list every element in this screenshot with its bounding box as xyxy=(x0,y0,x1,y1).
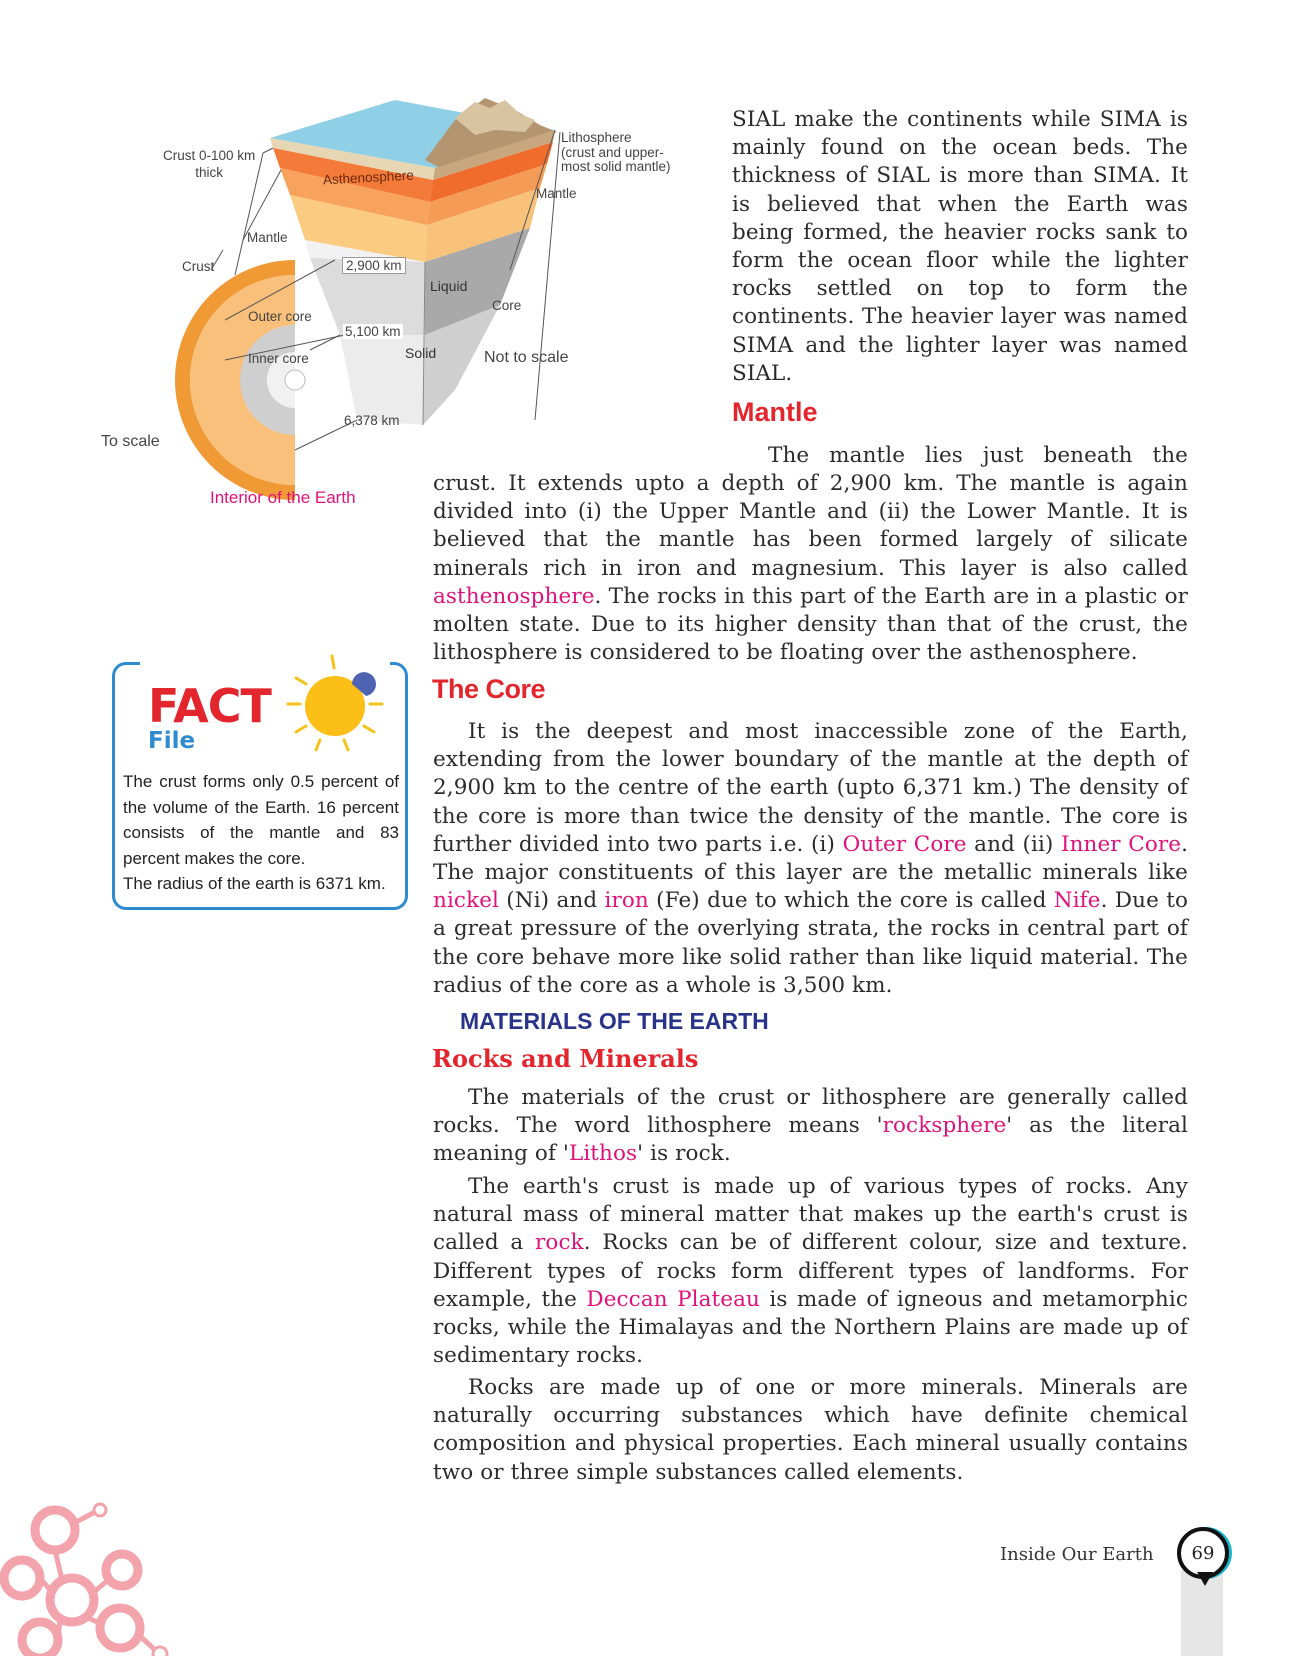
footer-chapter-title: Inside Our Earth xyxy=(1000,1544,1154,1565)
core-text-5: (Fe) due to which the core is called xyxy=(648,888,1054,914)
page-number: 69 xyxy=(1191,1542,1215,1564)
label-inner-core: Inner core xyxy=(248,351,309,366)
core-text-2: and (ii) xyxy=(966,831,1061,857)
label-depth-6378: 6,378 km xyxy=(344,413,400,428)
mantle-paragraph xyxy=(433,470,1188,667)
materials-paragraph-3: Rocks are made up of one or more minerals. Minerals are naturally occurring substances which have definite chemical composition and physical properties. Each mineral usually contains two or three simple substances called elements. xyxy=(433,1375,1188,1485)
materials-text-1a: The materials of the crust or lithosphere are generally called rocks. The word lithosphere means ' xyxy=(433,1085,1188,1139)
to-scale-cross-section xyxy=(175,260,305,510)
term-inner-core: Inner Core xyxy=(1061,831,1182,857)
label-not-to-scale: Not to scale xyxy=(484,349,569,366)
label-crust: Crust xyxy=(182,259,215,274)
term-rocksphere: rocksphere xyxy=(882,1113,1007,1139)
term-nife: Nife xyxy=(1053,888,1101,914)
label-outer-core: Outer core xyxy=(248,309,312,324)
materials-paragraph-2 xyxy=(433,1173,1188,1370)
label-lithosphere: Lithosphere (crust and upper- most solid mantle) xyxy=(561,130,671,174)
label-liquid: Liquid xyxy=(430,278,468,294)
materials-paragraph-1 xyxy=(433,1084,1188,1169)
core-text-3: . The major constituents of this layer are the metallic minerals like xyxy=(433,831,1188,886)
diagram-caption: Interior of the Earth xyxy=(210,488,356,507)
core-text-4: (Ni) and xyxy=(499,888,605,914)
label-core: Core xyxy=(492,298,522,313)
fact-title: FACT xyxy=(148,679,271,733)
term-lithos: Lithos xyxy=(568,1141,638,1167)
label-asthenosphere: Asthenosphere xyxy=(322,167,415,188)
materials-text-2c: is made of igneous and metamorphic rocks, while the Himalayas and the Northern Plains are made up of sedimentary rocks. xyxy=(433,1286,1188,1369)
term-nickel: nickel xyxy=(433,888,499,914)
materials-text-2a: The earth's crust is made up of various types of rocks. Any natural mass of mineral matter that makes up the earth's crust is called a xyxy=(433,1174,1188,1256)
wedge-cross-section xyxy=(270,98,557,425)
page-badge-tail xyxy=(1197,1572,1213,1586)
decorative-circles xyxy=(0,1500,200,1656)
label-mantle-left: Mantle xyxy=(247,230,288,245)
label-solid: Solid xyxy=(405,345,437,361)
earth-interior-diagram xyxy=(95,90,705,510)
core-text-1: It is the deepest and most inaccessible zone of the Earth, extending from the lower boundary of the mantle at the depth of 2,900 km to the centre of the earth (upto 6,371 km.) The density of the core is more than twice the density of the mantle. The core is further divided into two parts i.e. (i) xyxy=(433,719,1188,857)
term-iron: iron xyxy=(604,888,649,914)
heading-materials: MATERIALS OF THE EARTH xyxy=(460,1008,769,1034)
mantle-text-1: crust. It extends upto a depth of 2,900 km. The mantle is again divided into (i) the Upper Mantle and (ii) the Lower Mantle. It is believed that the mantle has been formed largely of silicate minerals rich in iron and magnesium. This layer is also called xyxy=(433,471,1188,581)
label-depth-2900: 2,900 km xyxy=(342,257,406,274)
materials-text-1c: ' is rock. xyxy=(637,1141,731,1167)
materials-text-1b: ' as the literal meaning of ' xyxy=(433,1113,1188,1167)
light-bulb-icon xyxy=(282,648,392,758)
fact-file-text xyxy=(123,769,399,897)
heading-core: The Core xyxy=(432,674,546,704)
mantle-text-2: . The rocks in this part of the Earth are in a plastic or molten state. Due to its higher density than that of the crust, the lithosphere is considered to be floating over the asthenosphere. xyxy=(433,583,1188,666)
term-deccan-plateau: Deccan Plateau xyxy=(586,1286,760,1312)
label-depth-5100: 5,100 km xyxy=(345,324,401,339)
label-crust-thick: Crust 0-100 km thick xyxy=(163,148,256,180)
fact-text-2: The radius of the earth is 6371 km. xyxy=(123,874,386,893)
heading-mantle: Mantle xyxy=(732,397,818,427)
label-to-scale: To scale xyxy=(101,433,160,450)
materials-text-2b: . Rocks can be of different colour, size and texture. Different types of rocks form different types of landforms. For example, the xyxy=(433,1230,1188,1312)
term-rock: rock xyxy=(535,1230,584,1256)
core-paragraph xyxy=(433,718,1188,1000)
term-outer-core: Outer Core xyxy=(842,831,967,857)
fact-text-1: The crust forms only 0.5 percent of the volume of the Earth. 16 percent consists of the mantle and 83 percent makes the core. xyxy=(123,772,399,868)
core-text-6: . Due to a great pressure of the overlying strata, the rocks in central part of the core behave more like solid rather than like liquid material. The radius of the core as a whole is 3,500 km. xyxy=(433,888,1188,998)
intro-paragraph: SIAL make the continents while SIMA is mainly found on the ocean beds. The thickness of SIAL is more than SIMA. It is believed that when the Earth was being formed, the heavier rocks sank to form the ocean floor while the lighter rocks settled on top to form the continents. The heavier layer was named SIMA and the lighter layer was named SIAL. xyxy=(732,107,1188,386)
mantle-first-line: The mantle lies just beneath the xyxy=(768,443,1188,468)
fact-subtitle: File xyxy=(148,728,196,754)
term-asthenosphere: asthenosphere xyxy=(433,583,595,609)
heading-rocks-minerals: Rocks and Minerals xyxy=(432,1044,699,1073)
label-mantle-right: Mantle xyxy=(536,186,577,201)
